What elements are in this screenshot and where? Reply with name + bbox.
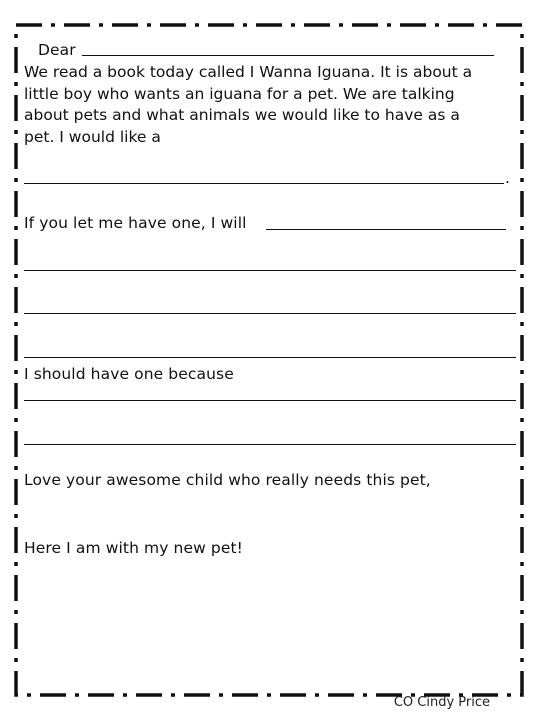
reason-write-line-2[interactable] [24, 444, 516, 445]
intro-paragraph [24, 62, 524, 148]
recipient-write-line[interactable] [82, 55, 494, 56]
salutation-label: Dear [38, 41, 76, 59]
intro-line-3: about pets and what animals we would like to have as a [24, 106, 460, 124]
closing-text: Love your awesome child who really needs this pet, [24, 471, 431, 489]
promise-write-line-2[interactable] [24, 270, 516, 271]
reason-prompt: I should have one because [24, 365, 234, 383]
intro-line-4: pet. I would like a [24, 127, 161, 146]
photo-prompt: Here I am with my new pet! [24, 539, 243, 557]
intro-line-1: We read a book today called I Wanna Iguana. It is about a [24, 63, 473, 81]
drawing-area[interactable] [24, 565, 516, 683]
pet-write-line[interactable] [24, 183, 504, 184]
pet-line-period: . [505, 169, 511, 187]
author-credit: CO Cindy Price [393, 695, 490, 710]
promise-write-line-4[interactable] [24, 357, 516, 358]
promise-prompt: If you let me have one, I will [24, 214, 247, 232]
intro-line-2: little boy who wants an iguana for a pet. We are talking [24, 84, 455, 103]
promise-write-line-3[interactable] [24, 313, 516, 314]
reason-write-line-1[interactable] [24, 400, 516, 401]
promise-write-line-1[interactable] [266, 229, 506, 230]
